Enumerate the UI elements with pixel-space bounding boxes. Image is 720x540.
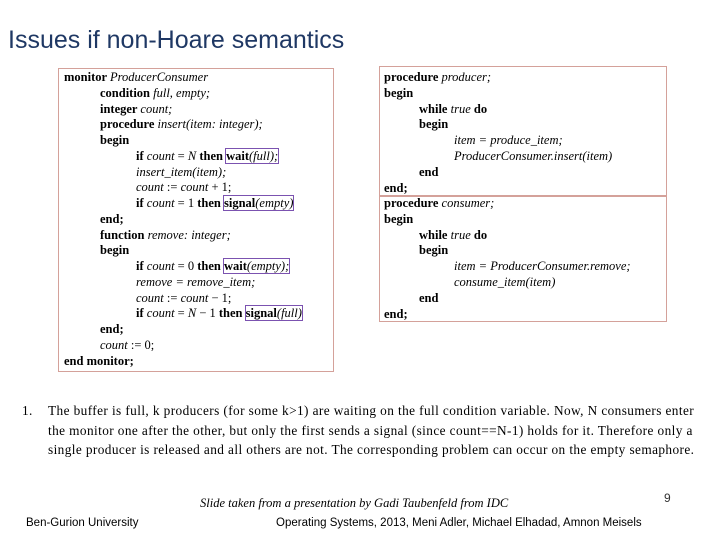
footer-course: Operating Systems, 2013, Meni Adler, Michael Elhadad, Amnon Meisels [276,517,642,529]
code-token: count [146,306,175,321]
code-line [64,70,208,86]
code-token: condition [100,85,154,100]
code-token: := [163,290,181,305]
code-token: count [146,148,175,163]
slide-title: Issues if non-Hoare semantics [8,26,345,54]
code-token: wait [226,148,249,163]
code-token: count; [140,101,173,116]
code-line [100,86,210,102]
code-token: count [136,290,164,305]
code-token: then [199,148,227,163]
code-token: procedure [384,70,442,84]
code-token: signal [245,306,277,321]
code-line [136,196,293,212]
code-line [454,149,612,165]
code-line [419,165,438,181]
code-line [419,102,487,118]
code-line [384,70,491,86]
code-token: begin [419,117,449,132]
code-token: consumer; [441,196,495,210]
code-token: − 1; [208,290,232,305]
code-token: function [100,227,148,242]
code-token: while [419,101,451,116]
code-token: ProducerConsumer [109,70,209,84]
code-token: then [197,259,224,273]
code-token: count [180,180,209,195]
code-token: end [419,290,439,305]
highlight-box [224,259,289,273]
code-token: remove: integer; [147,227,231,242]
code-line [454,275,555,291]
code-token: full, empty; [153,85,211,100]
code-line [136,180,231,196]
code-token: insert_item(item); [136,164,227,179]
code-line [136,259,289,275]
code-token: remove = remove_item; [136,274,256,289]
code-line [384,196,494,212]
code-token: end; [100,322,124,336]
code-line [136,275,255,291]
highlight-box [226,149,278,163]
code-token: = [174,148,188,163]
code-token: then [197,196,224,210]
code-token: consume_item(item) [454,275,556,289]
code-token: = 1 [174,196,198,210]
code-line [454,133,563,149]
slide-credit: Slide taken from a presentation by Gadi Taubenfeld from IDC [200,496,509,510]
code-line [384,86,413,102]
code-token: end; [384,306,408,321]
code-token: begin [419,243,449,258]
code-token: then [218,306,246,321]
code-token: do [473,101,488,116]
code-token: − 1 [196,306,219,321]
code-token: end; [100,211,124,226]
code-line [454,259,631,275]
code-token: if [136,196,147,210]
code-line [136,306,302,322]
page-number: 9 [664,491,671,505]
code-line [100,117,263,133]
code-token: end; [384,180,408,195]
code-line [384,307,408,323]
code-token: count [146,259,175,273]
code-line [100,133,129,149]
code-token: producer; [441,70,492,84]
code-token: while [419,227,451,242]
code-token: item = produce_item; [454,133,563,148]
code-line [100,228,231,244]
code-token: = [174,306,188,321]
code-token: do [473,227,488,242]
code-token: item = ProducerConsumer.remove; [454,259,631,274]
code-token: begin [384,211,414,226]
code-token: := [163,180,181,195]
code-token: (full) [276,306,302,321]
code-token: true [450,101,474,116]
code-line [64,354,134,370]
highlight-box [224,196,293,210]
code-token: count [136,180,164,195]
code-token: N [187,148,200,163]
code-token: + 1; [208,180,232,195]
code-line [419,243,448,259]
code-token: if [136,148,147,163]
code-line [100,322,124,338]
code-line [384,212,413,228]
code-line [419,117,448,133]
list-number: 1. [22,403,33,418]
code-token: N [187,306,197,321]
code-token: count [100,337,128,352]
highlight-box [246,306,302,320]
code-line [100,243,129,259]
code-line [136,149,278,165]
code-token: begin [100,133,130,147]
code-token: procedure [384,196,442,210]
code-token: end monitor; [64,353,134,368]
code-token: count [146,196,175,210]
code-token: if [136,259,147,273]
code-token: begin [384,85,414,100]
code-token: (empty); [246,259,290,273]
code-line [100,102,172,118]
code-token: (full); [249,148,279,163]
code-token: insert(item: integer); [157,117,263,132]
code-line [136,291,231,307]
code-token: integer [100,101,141,116]
code-line [419,291,438,307]
code-line [384,181,408,197]
code-token: (empty) [255,196,294,210]
code-line [100,212,124,228]
code-token: end [419,164,439,179]
code-token: ProducerConsumer.insert(item) [454,149,613,163]
code-line [136,165,226,181]
code-token: count [180,290,209,305]
code-line [100,338,154,354]
code-token: wait [223,259,247,273]
code-token: true [450,227,474,242]
explanation-text: The buffer is full, k producers (for some k>1) are waiting on the full condition variable. Now, N consumers enter the monitor one after the other, but only the first sends a signal (since count==N-1) holds for it. Therefore only a single producer is released and all others are not. The corresponding problem can occur on the empty semaphore. [48,403,695,457]
code-line [419,228,487,244]
code-token: := 0; [127,337,155,352]
code-token: = 0 [174,259,198,273]
code-token: begin [100,243,130,258]
footer-university: Ben-Gurion University [26,517,139,529]
code-token: if [136,306,147,321]
code-token: monitor [64,70,110,84]
code-token: signal [223,196,256,210]
code-token: procedure [100,117,158,132]
